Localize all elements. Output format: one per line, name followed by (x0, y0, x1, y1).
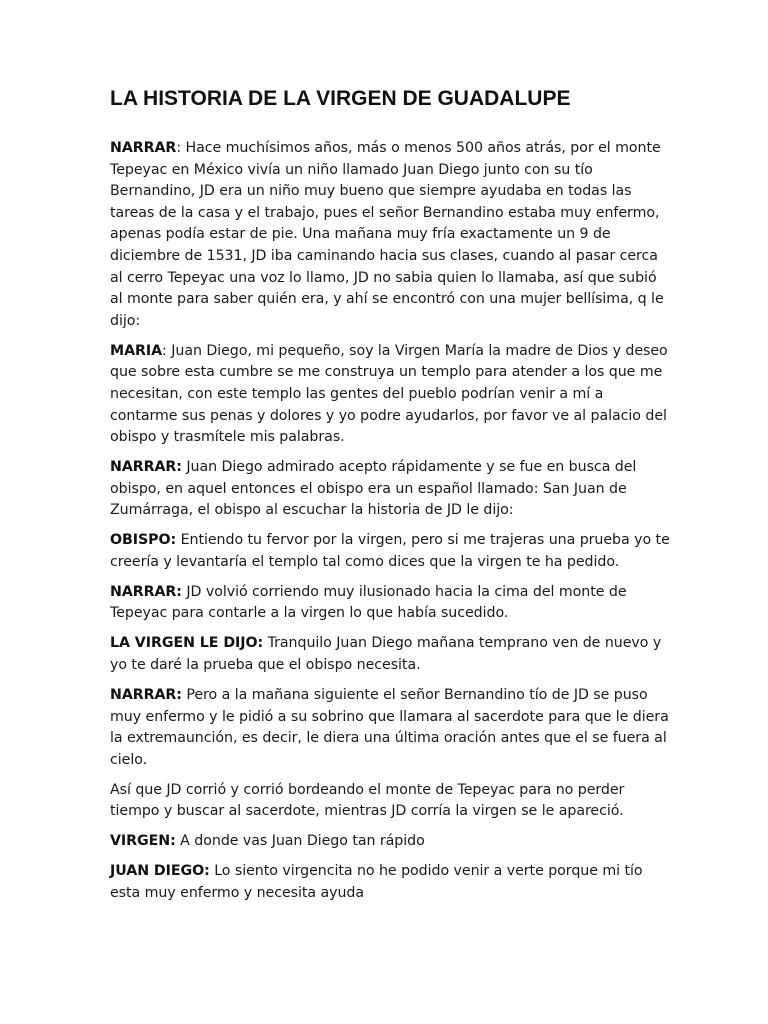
paragraph-virgen (110, 831, 670, 853)
paragraph-text: : Hace muchísimos años, más o menos 500 años atrás, por el monte Tepeyac en México vivía un niño llamado Juan Diego junto con su tío Bernandino, JD era un niño muy bueno que siempre ayudaba en todas las tareas de la casa y el trabajo, pues el señor Bernandino estaba muy enfermo, apenas podía estar de pie. Una mañana muy fría exactamente un 9 de diciembre de 1531, JD iba caminando hacia sus clases, cuando al pasar cerca al cerro Tepeyac una voz lo llamo, JD no sabia quien lo llamaba, así que subió al monte para saber quién era, y ahí se encontró con una mujer bellísima, q le dijo: (110, 140, 664, 329)
paragraph-narrar-bernandino (110, 685, 670, 771)
paragraph-virgen-le-dijo (110, 633, 670, 676)
paragraph-juan-diego (110, 861, 670, 904)
speaker-label: JUAN DIEGO: (110, 863, 210, 880)
paragraph-narrar-return (110, 582, 670, 625)
paragraph-text: Juan Diego admirado acepto rápidamente y se fue en busca del obispo, en aquel entonces el obispo era un español llamado: San Juan de Zumárraga, el obispo al escuchar la historia de JD le dijo: (110, 459, 637, 519)
paragraph-text: Lo siento virgencita no he podido venir a verte porque mi tío esta muy enfermo y necesita ayuda (110, 863, 643, 901)
speaker-label: NARRAR (110, 140, 177, 156)
paragraph-text: A donde vas Juan Diego tan rápido (175, 833, 425, 850)
speaker-label: MARIA (110, 342, 163, 359)
paragraph-text: : Juan Diego, mi pequeño, soy la Virgen María la madre de Dios y deseo que sobre esta cumbre se me construya un templo para atender a los que me necesitan, con este templo las gentes del pueblo podrían venir a mí a contarme sus penas y dolores y yo podre ayudarlos, por favor ve al palacio del obispo y trasmítele mis palabras. (110, 342, 668, 446)
speaker-label: LA VIRGEN LE DIJO: (110, 635, 264, 652)
paragraph-text: Tranquilo Juan Diego mañana temprano ven de nuevo y yo te daré la prueba que el obispo necesita. (110, 635, 662, 674)
speaker-label: NARRAR: (110, 687, 182, 703)
document-title: LA HISTORIA DE LA VIRGEN DE GUADALUPE (110, 87, 571, 110)
paragraph-text: Entiendo tu fervor por la virgen, pero si me trajeras una prueba yo te creería y levantaría el templo tal como dices que la virgen te ha pedido. (110, 532, 670, 570)
paragraph-narration (110, 780, 670, 823)
paragraph-text: Así que JD corrió y corrió bordeando el monte de Tepeyac para no perder tiempo y buscar al sacerdote, mientras JD corría la virgen se le apareció. (110, 781, 625, 820)
paragraph-text: JD volvió corriendo muy ilusionado hacia la cima del monte de Tepeyac para contarle a la virgen lo que había sucedido. (110, 583, 627, 622)
paragraph-maria (110, 341, 670, 449)
speaker-label: VIRGEN: (110, 833, 176, 850)
speaker-label: OBISPO: (110, 532, 177, 549)
speaker-label: NARRAR: (110, 583, 182, 600)
speaker-label: NARRAR: (110, 459, 182, 476)
paragraph-text: Pero a la mañana siguiente el señor Bernandino tío de JD se puso muy enfermo y le pidió a su sobrino que llamara al sacerdote para que le diera la extremaunción, es decir, le diera una última oración antes que el se fuera al cielo. (110, 687, 669, 768)
paragraph-obispo (110, 530, 670, 573)
document-body (110, 138, 670, 913)
paragraph-narrar-intro (110, 138, 670, 332)
paragraph-narrar-obispo (110, 457, 670, 522)
